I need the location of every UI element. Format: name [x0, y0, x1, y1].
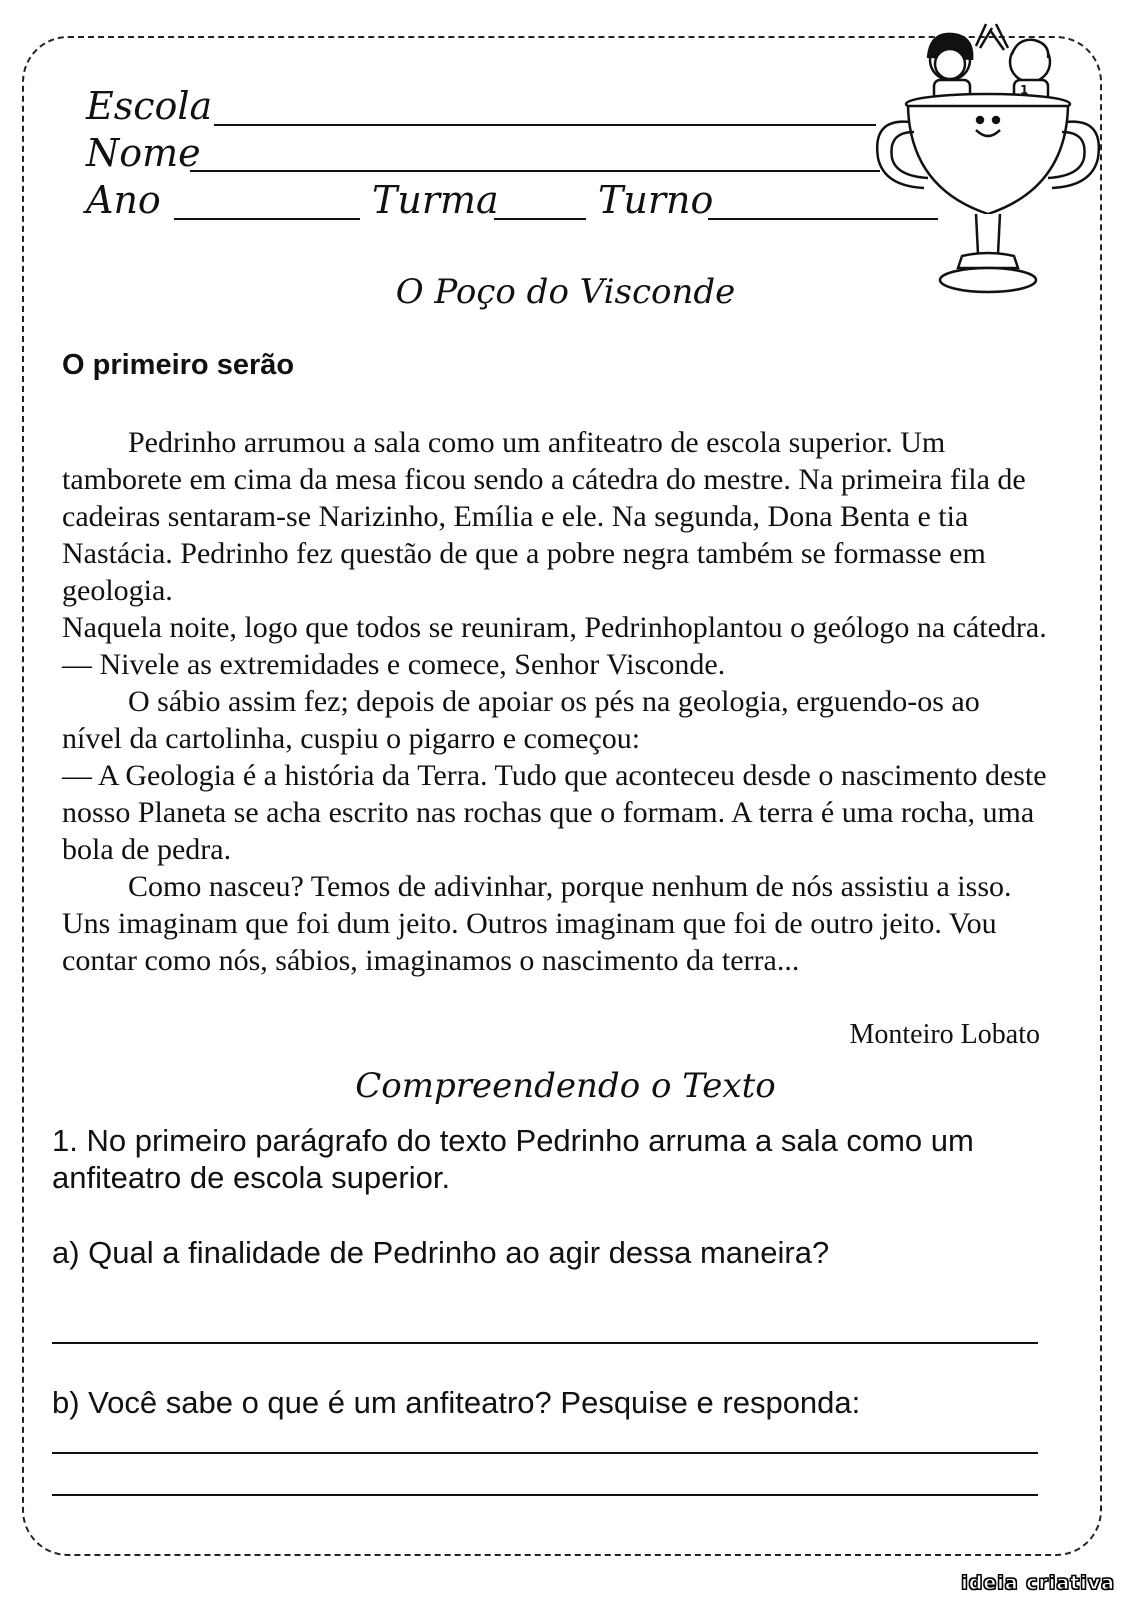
paragraph: Pedrinho arrumou a sala como um anfiteatro de escola superior. Um tamborete em cima da mesa ficou sendo a cátedra do mestre. Na primeira fila de cadeiras sentaram-se Narizinho, Emília e ele. Na segunda, Dona Benta e tia Nastácia. Pedrinho fez questão de que a pobre negra também se formasse em geologia. — [62, 426, 1026, 607]
year-label: Ano — [86, 178, 161, 222]
shift-label: Turno — [598, 178, 714, 222]
class-field[interactable] — [494, 218, 586, 220]
name-label: Nome — [86, 131, 201, 175]
paragraph: — Nivele as extremidades e comece, Senhor Visconde. — [62, 648, 726, 681]
exercise-title: Compreendendo o Texto — [355, 1066, 776, 1106]
section-title: O primeiro serão — [62, 349, 295, 381]
year-field[interactable] — [174, 218, 360, 220]
answer-line-b1[interactable] — [52, 1452, 1038, 1454]
paragraph: Como nasceu? Temos de adivinhar, porque nenhum de nós assistiu a isso. Uns imaginam que foi dum jeito. Outros imaginam que foi de outro jeito. Vou contar como nós, sábios, imaginamos o nascimento da terra... — [62, 870, 1012, 977]
question-b: b) Você sabe o que é um anfiteatro? Pesquise e responda: — [52, 1385, 861, 1420]
school-label: Escola — [86, 84, 213, 128]
paragraph: O sábio assim fez; depois de apoiar os pés na geologia, erguendo-os ao nível da cartolinha, cuspiu o pigarro e começou: — [62, 685, 980, 755]
page-title: O Poço do Visconde — [395, 272, 736, 312]
answer-line-a[interactable] — [52, 1342, 1038, 1344]
paragraph: — A Geologia é a história da Terra. Tudo que aconteceu desde o nascimento deste nosso Planeta se acha escrito nas rochas que o formam. A terra é uma rocha, uma bola de pedra. — [62, 759, 1047, 866]
paragraph: Naquela noite, logo que todos se reuniram, Pedrinhoplantou o geólogo na cátedra. — [62, 611, 1047, 644]
trophy-number: 1 — [1020, 83, 1029, 97]
trophy-illustration — [868, 18, 1108, 308]
name-field[interactable] — [190, 170, 880, 172]
school-field[interactable] — [214, 124, 876, 126]
author: Monteiro Lobato — [849, 1019, 1040, 1050]
question-1: 1. No primeiro parágrafo do texto Pedrinho arruma a sala como um anfiteatro de escola superior. — [52, 1123, 974, 1195]
brand-logo: ideia criativa — [961, 1572, 1115, 1594]
answer-line-b2[interactable] — [52, 1494, 1038, 1496]
question-a: a) Qual a finalidade de Pedrinho ao agir dessa maneira? — [52, 1235, 830, 1270]
class-label: Turma — [372, 178, 499, 222]
story-text — [62, 424, 1047, 979]
